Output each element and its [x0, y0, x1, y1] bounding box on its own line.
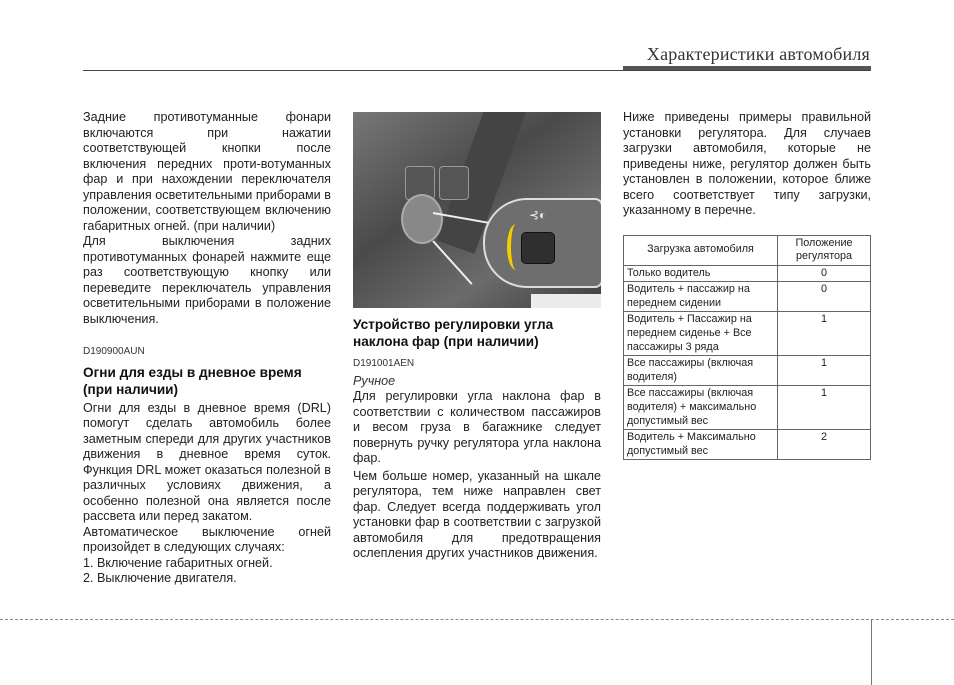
table-cell-position: 1	[778, 386, 871, 430]
paragraph-drl: Огни для езды в дневное время (DRL) помогут сделать автомобиль более заметным спереди для других участников движения в дневное время суток. Функция DRL может оказаться полезной в различных условиях движения, а особенно полезной она является после рассвета или перед закатом.	[83, 400, 331, 523]
table-row	[624, 430, 871, 460]
subheading-manual: Ручное	[353, 373, 396, 388]
table-row	[624, 356, 871, 386]
table-cell-load: Водитель + Пассажир на переднем сиденье + Все пассажиры 3 ряда	[624, 312, 778, 356]
paragraph-examples: Ниже приведены примеры правильной установки регулятора. Для случаев загрузки автомобиля, которые не приведены ниже, регулятор должен быть установлен в положении, которое ближе всего соответствует типу загрузки, указанному в перечне.	[623, 110, 871, 217]
paragraph-drl-auto-off: Автоматическое выключение огней произойдет в следующих случаях:	[83, 524, 331, 554]
table-row	[624, 282, 871, 312]
table-cell-load: Все пассажиры (включая водителя) + максимально допустимый вес	[624, 386, 778, 430]
leveling-knob	[401, 194, 443, 244]
table-cell-position: 0	[778, 265, 871, 282]
table-header-cell: Загрузка автомобиля	[624, 235, 778, 265]
table-cell-load: Все пассажиры (включая водителя)	[624, 356, 778, 386]
table-cell-position: 1	[778, 312, 871, 356]
column-left	[83, 110, 331, 587]
table-header-row	[624, 235, 871, 265]
table-row	[624, 265, 871, 282]
headlight-leveling-dial-photo	[353, 112, 601, 308]
paragraph-rear-fog-off: Для выключения задних противотуманных фонарей нажмите еще раз соответствующую кнопку или переведите переключатель управления осветительными приборами в положение выключения.	[83, 234, 331, 326]
table-cell-load: Водитель + пассажир на переднем сидении	[624, 282, 778, 312]
image-tag	[531, 294, 601, 308]
list-item: 2. Выключение двигателя.	[83, 571, 237, 585]
column-middle	[353, 112, 601, 562]
paragraph-rear-fog: Задние противотуманные фонари включаются при нажатии соответствующей кнопки после включения передних проти-вотуманных фар и при нахождении переключателя управления осветительными приборами в положении, соответствующем включению габаритных огней. (при наличии)	[83, 110, 331, 233]
column-right	[623, 110, 871, 460]
table-cell-load: Только водитель	[624, 265, 778, 282]
table-cell-position: 0	[778, 282, 871, 312]
section-code: D190900AUN	[83, 346, 145, 357]
leveling-settings-table	[623, 235, 871, 461]
table-row	[624, 386, 871, 430]
header-rule	[83, 70, 871, 71]
table-row	[624, 312, 871, 356]
switch-button	[439, 166, 469, 200]
table-cell-position: 2	[778, 430, 871, 460]
page-title: Характеристики автомобиля	[646, 44, 870, 64]
paragraph-leveling: Для регулировки угла наклона фар в соответствии с количеством пассажиров и весом груза в багажнике следует повернуть ручку регулятора угла наклона фар.	[353, 389, 601, 465]
table-cell-position: 1	[778, 356, 871, 386]
table-cell-load: Водитель + Максимально допустимый вес	[624, 430, 778, 460]
list-item: 1. Включение габаритных огней.	[83, 555, 273, 570]
paragraph-leveling-detail: Чем больше номер, указанный на шкале регулятора, тем ниже направлен свет фар. Следует всегда поддерживать угол установки фар в соответствии с загрузкой автомобиля для предотвращения ослепления других участников движения.	[353, 468, 601, 560]
footer-divider	[871, 619, 872, 685]
footer-dashed-rule	[0, 619, 954, 620]
section-code: D191001AEN	[353, 358, 415, 369]
table-header-cell: Положение регулятора	[778, 235, 871, 265]
section-heading-leveling: Устройство регулировки угла наклона фар (при наличии)	[353, 317, 554, 349]
headlamp-icon: ⊰◐	[529, 208, 547, 222]
leveling-dial	[521, 232, 555, 264]
section-heading-drl: Огни для езды в дневное время (при наличии)	[83, 364, 302, 397]
